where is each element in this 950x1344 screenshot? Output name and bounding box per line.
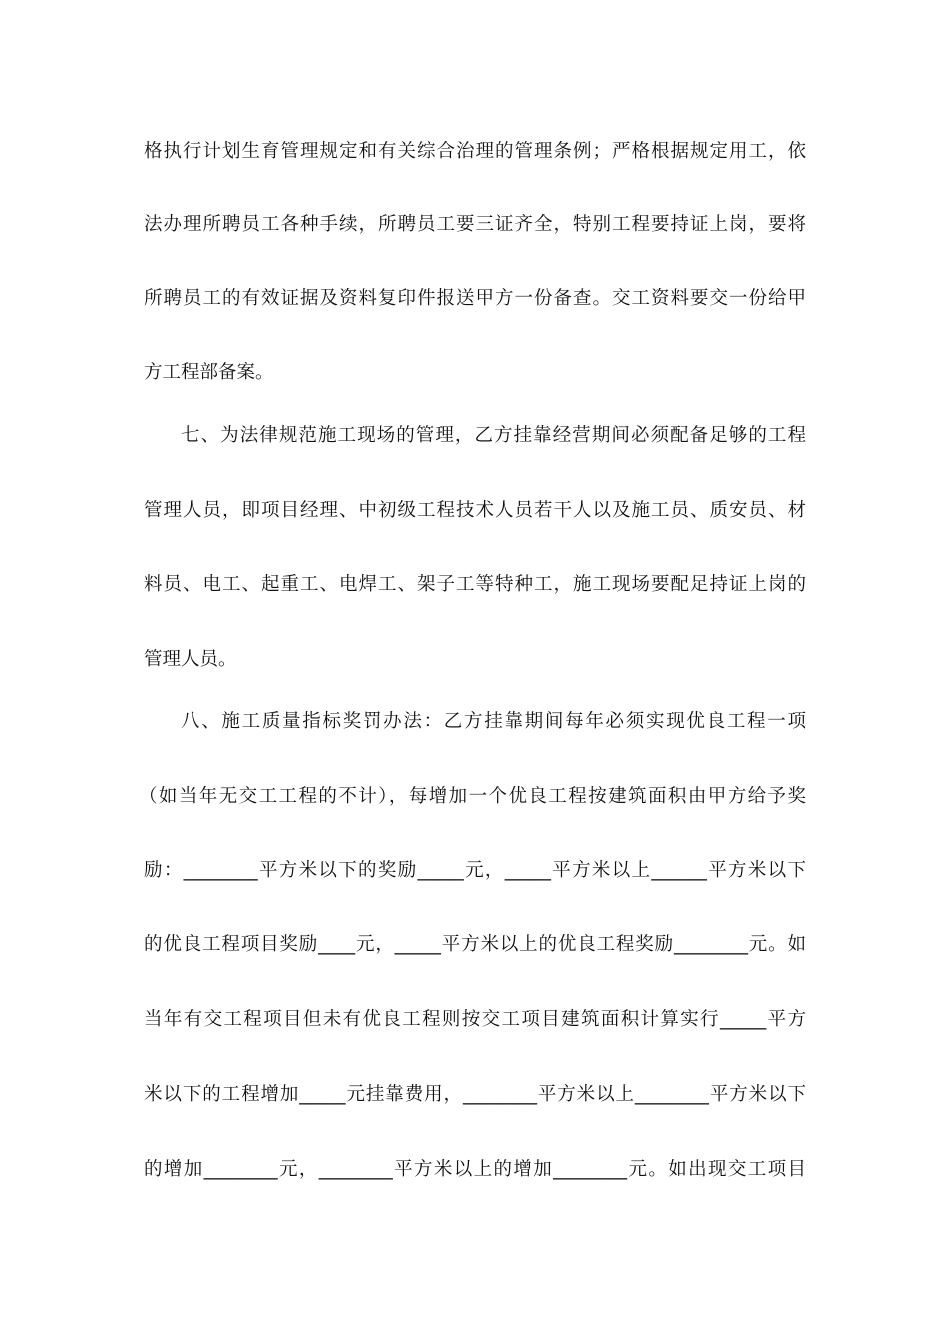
body-line-12: 的优良工程项目奖励____元，_____平方米以上的优良工程奖励________元。如 xyxy=(144,934,806,955)
body-line-7: 料员、电工、起重工、电焊工、架子工等特种工，施工现场要配足持证上岗的 xyxy=(144,574,806,595)
body-line-13: 当年有交工程项目但未有优良工程则按交工项目建筑面积计算实行_____平方 xyxy=(144,1009,806,1030)
body-line-2: 法办理所聘员工各种手续，所聘员工要三证齐全，特别工程要持证上岗，要将 xyxy=(144,214,806,235)
body-line-11: 励：________平方米以下的奖励_____元，_____平方米以上______平方米以下 xyxy=(144,860,806,881)
body-line-8: 管理人员。 xyxy=(144,649,237,670)
section-seven-heading-line: 七、为法律规范施工现场的管理，乙方挂靠经营期间必须配备足够的工程 xyxy=(181,425,806,446)
body-line-10: （如当年无交工工程的不计），每增加一个优良工程按建筑面积由甲方给予奖 xyxy=(139,786,806,807)
body-line-6: 管理人员，即项目经理、中初级工程技术人员若干人以及施工员、质安员、材 xyxy=(144,500,806,521)
body-line-4: 方工程部备案。 xyxy=(144,362,274,383)
body-line-14: 米以下的工程增加_____元挂靠费用，________平方米以上________平方米以下 xyxy=(144,1084,806,1105)
body-line-15: 的增加________元，________平方米以上的增加________元。如出现交工项目 xyxy=(144,1159,806,1180)
section-eight-heading-line: 八、施工质量指标奖罚办法：乙方挂靠期间每年必须实现优良工程一项 xyxy=(181,711,806,732)
body-line-1: 格执行计划生育管理规定和有关综合治理的管理条例；严格根据规定用工，依 xyxy=(144,141,806,162)
body-line-3: 所聘员工的有效证据及资料复印件报送甲方一份备查。交工资料要交一份给甲 xyxy=(144,288,806,309)
